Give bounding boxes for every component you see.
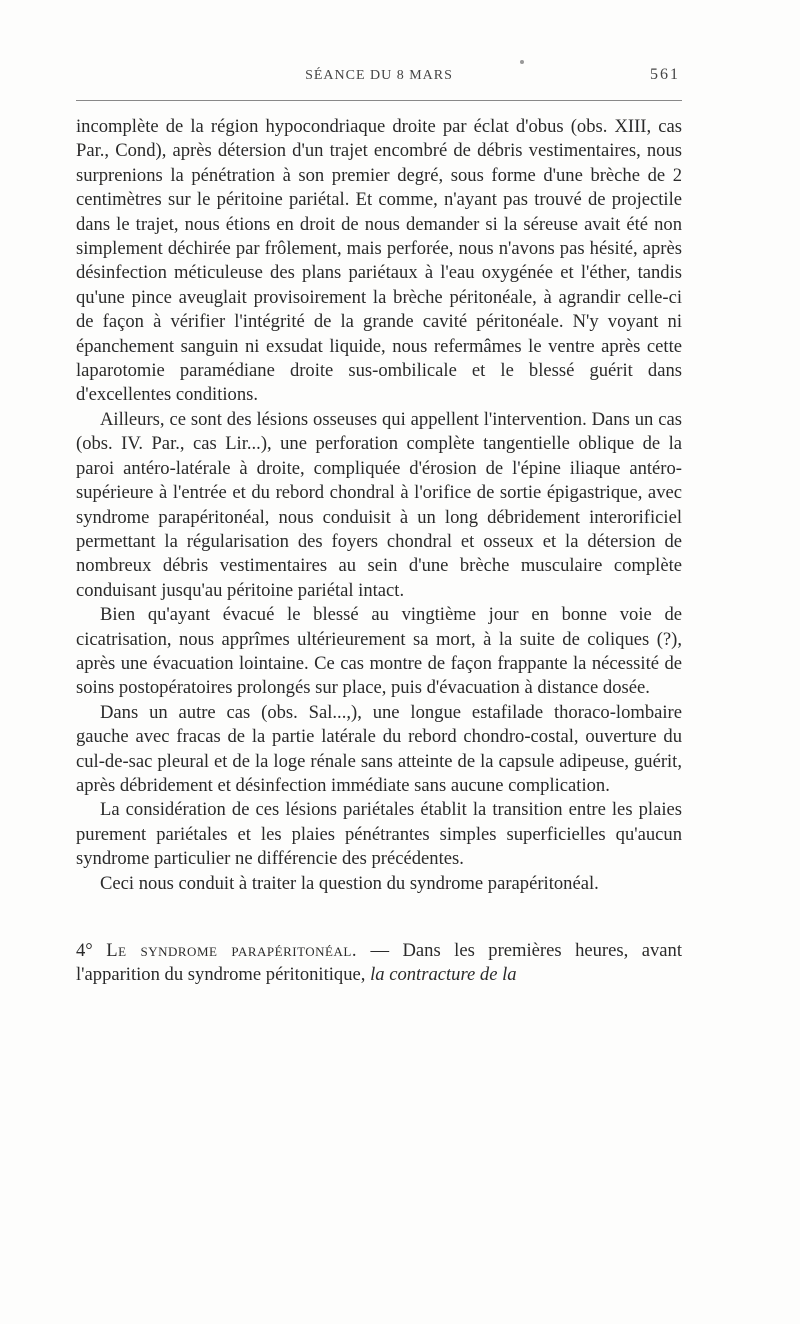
section-spacer	[76, 896, 682, 920]
section-heading-paragraph	[76, 939, 682, 988]
body-text	[76, 115, 682, 987]
paragraph-1: incomplète de la région hypocondriaque droite par éclat d'obus (obs. XIII, cas Par., Cond), après détersion d'un trajet encombré de débris vestimentaires, nous surprenions la pénétration à son premier degré, sous forme d'une brèche de 2 centimètres sur le péritoine pariétal. Et comme, n'ayant pas trouvé de projectile dans le trajet, nous étions en droit de nous demander si la séreuse avait été non simplement déchirée par frôlement, mais perforée, nous n'avons pas hésité, après désinfection méticuleuse des plans pariétaux à l'eau oxygénée et l'éther, tandis qu'une pince aveuglait provisoirement la brèche péritonéale, à agrandir celle-ci de façon à vérifier l'intégrité de la grande cavité péritonéale. N'y voyant ni épanchement sanguin ni exsudat liquide, nous refermâmes le ventre après cette laparotomie paramédiane droite sus-ombilicale et le blessé guérit dans d'excellentes conditions.	[76, 116, 682, 406]
page-number: 561	[650, 66, 680, 83]
header-rule	[76, 100, 682, 101]
page	[76, 58, 682, 1006]
paragraph-5: La considération de ces lésions pariétales établit la transition entre les plaies purement pariétales et les plaies pénétrantes simples superficielles qu'aucun syndrome particulier ne différencie des précédentes.	[76, 799, 682, 870]
section-number: 4°	[76, 939, 93, 961]
section-text: — Dans les premières heures, avant l'apparition du syndrome péritonitique,	[76, 939, 682, 985]
paragraph-2: Ailleurs, ce sont des lésions osseuses qui appellent l'intervention. Dans un cas (obs. IV. Par., cas Lir...), une perforation complète tangentielle oblique de la paroi antéro-latérale à droite, compliquée d'érosion de l'épine iliaque antéro-supérieure à l'entrée et du rebord chondral à l'orifice de sortie épigastrique, avec syndrome parapéritonéal, nous conduisit à un long débridement interorificiel permettant la régularisation des foyers chondral et osseux et la détersion de nombreux débris vestimentaires au sein d'une brèche musculaire complète conduisant jusqu'au péritoine pariétal intact.	[76, 408, 682, 601]
running-title: SÉANCE DU 8 MARS	[305, 68, 453, 83]
paragraph-6: Ceci nous conduit à traiter la question du syndrome parapéritonéal.	[100, 872, 599, 894]
running-header	[76, 58, 682, 92]
section-title: Le syndrome parapéritonéal.	[106, 939, 357, 961]
paragraph-3: Bien qu'ayant évacué le blessé au vingtième jour en bonne voie de cicatrisation, nous apprîmes ultérieurement sa mort, à la suite de coliques (?), après une évacuation lointaine. Ce cas montre de façon frappante la nécessité de soins postopératoires prolongés sur place, puis d'évacuation à distance dosée.	[76, 604, 682, 699]
section-italic-text: la contracture de la	[370, 964, 517, 985]
paragraph-4: Dans un autre cas (obs. Sal...,), une longue estafilade thoraco-lombaire gauche avec fracas de la partie latérale du rebord chondro-costal, ouverture du cul-de-sac pleural et de la loge rénale sans atteinte de la capsule adipeuse, guérit, après débridement et désinfection immédiate sans aucune complication.	[76, 701, 682, 796]
print-speck	[520, 60, 524, 64]
